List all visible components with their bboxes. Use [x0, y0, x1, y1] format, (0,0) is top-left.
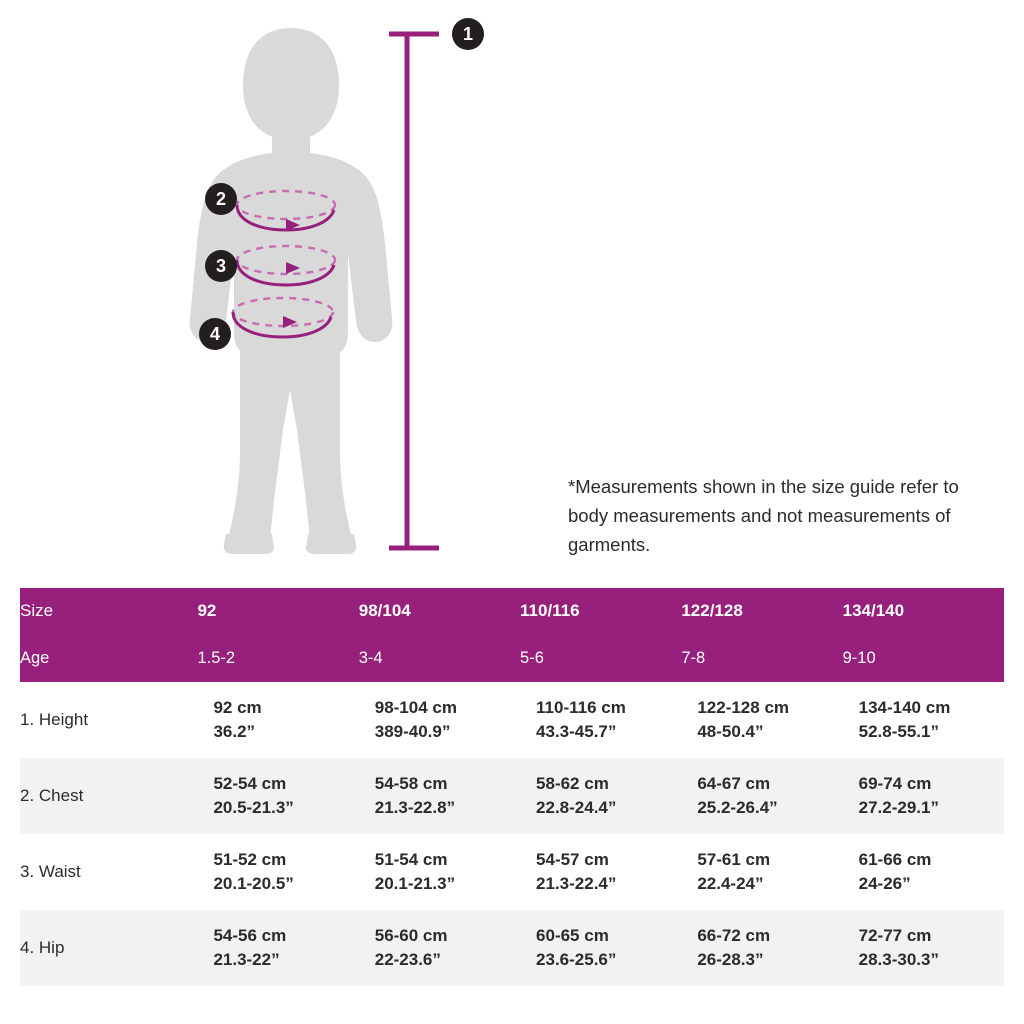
header-age-label: Age [20, 634, 197, 682]
header-size-134-140: 134/140 [843, 588, 1004, 634]
cell-chest-110-116: 58-62 cm 22.8-24.4” [520, 758, 681, 834]
table-row [20, 682, 1004, 758]
cell-height-110-116: 110-116 cm 43.3-45.7” [520, 682, 681, 758]
header-age-4: 7-8 [681, 634, 842, 682]
cell-height-134-140: 134-140 cm 52.8-55.1” [843, 682, 1004, 758]
cell-hip-122-128: 66-72 cm 26-28.3” [681, 910, 842, 986]
marker-badge-4: 4 [199, 318, 231, 350]
cell-waist-98-104: 51-54 cm 20.1-21.3” [359, 834, 520, 910]
cell-waist-92: 51-52 cm 20.1-20.5” [197, 834, 358, 910]
row-label-waist: 3. Waist [20, 834, 197, 910]
cell-chest-134-140: 69-74 cm 27.2-29.1” [843, 758, 1004, 834]
cell-height-92: 92 cm 36.2” [197, 682, 358, 758]
cell-hip-92: 54-56 cm 21.3-22” [197, 910, 358, 986]
header-size-label: Size [20, 588, 197, 634]
table-row [20, 910, 1004, 986]
table-row [20, 758, 1004, 834]
table-header-size-row [20, 588, 1004, 634]
header-size-92: 92 [197, 588, 358, 634]
height-measure-line [389, 34, 439, 548]
table-row [20, 834, 1004, 910]
cell-waist-122-128: 57-61 cm 22.4-24” [681, 834, 842, 910]
cell-hip-98-104: 56-60 cm 22-23.6” [359, 910, 520, 986]
cell-waist-134-140: 61-66 cm 24-26” [843, 834, 1004, 910]
marker-badge-2: 2 [205, 183, 237, 215]
marker-badge-3: 3 [205, 250, 237, 282]
cell-chest-122-128: 64-67 cm 25.2-26.4” [681, 758, 842, 834]
cell-waist-110-116: 54-57 cm 21.3-22.4” [520, 834, 681, 910]
header-size-110-116: 110/116 [520, 588, 681, 634]
size-guide-table [20, 588, 1004, 986]
cell-chest-92: 52-54 cm 20.5-21.3” [197, 758, 358, 834]
cell-hip-134-140: 72-77 cm 28.3-30.3” [843, 910, 1004, 986]
cell-hip-110-116: 60-65 cm 23.6-25.6” [520, 910, 681, 986]
cell-height-122-128: 122-128 cm 48-50.4” [681, 682, 842, 758]
cell-height-98-104: 98-104 cm 389-40.9” [359, 682, 520, 758]
row-label-height: 1. Height [20, 682, 197, 758]
row-label-hip: 4. Hip [20, 910, 197, 986]
row-label-chest: 2. Chest [20, 758, 197, 834]
cell-chest-98-104: 54-58 cm 21.3-22.8” [359, 758, 520, 834]
marker-badge-1: 1 [452, 18, 484, 50]
header-size-98-104: 98/104 [359, 588, 520, 634]
header-size-122-128: 122/128 [681, 588, 842, 634]
header-age-3: 5-6 [520, 634, 681, 682]
table-header-age-row [20, 634, 1004, 682]
header-age-2: 3-4 [359, 634, 520, 682]
measurement-note: *Measurements shown in the size guide refer to body measurements and not measurements of garments. [568, 476, 959, 555]
body-silhouette-shape [190, 28, 393, 554]
header-age-1: 1.5-2 [197, 634, 358, 682]
header-age-5: 9-10 [843, 634, 1004, 682]
